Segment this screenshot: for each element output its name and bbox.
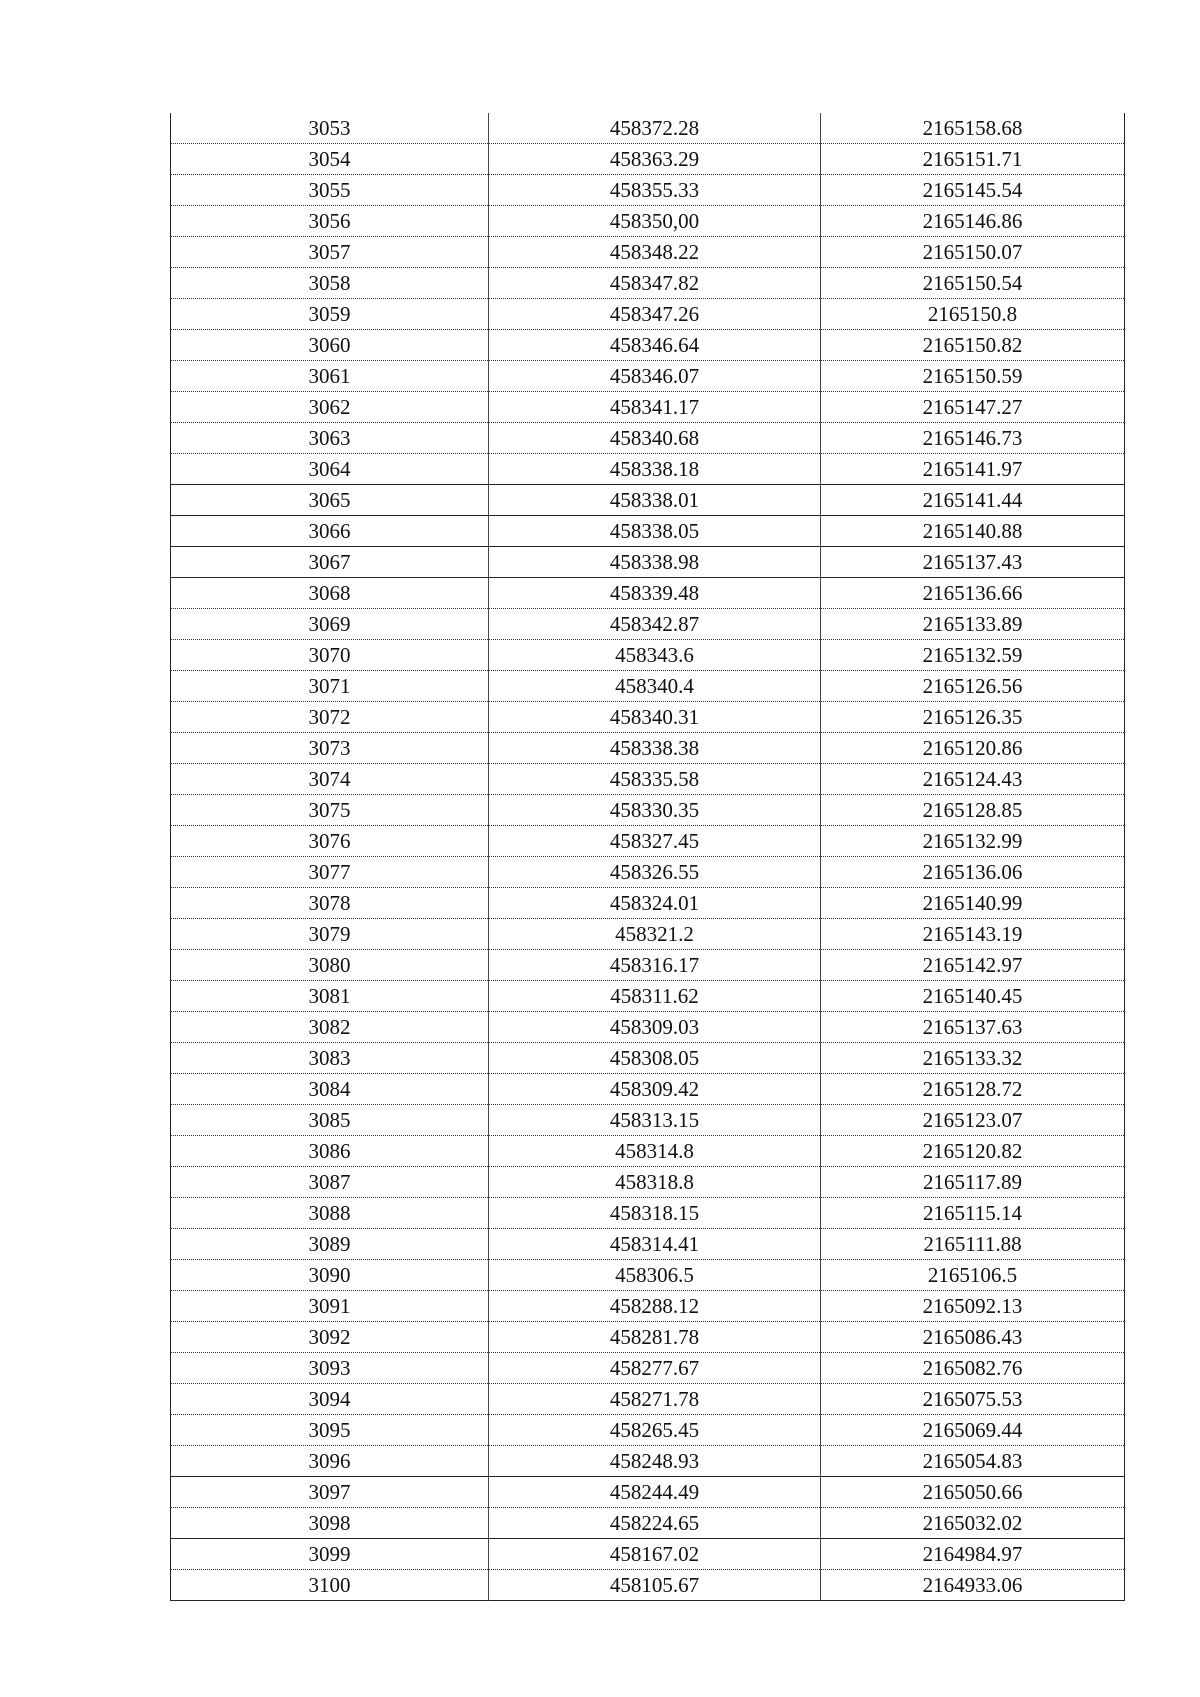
table-row <box>171 1570 1125 1601</box>
y-coordinate-cell: 2165126.35 <box>821 702 1125 733</box>
table-row <box>171 1229 1125 1260</box>
point-number-cell: 3067 <box>171 547 489 578</box>
y-coordinate-cell: 2165136.06 <box>821 857 1125 888</box>
y-coordinate-cell: 2165069.44 <box>821 1415 1125 1446</box>
point-number-cell: 3082 <box>171 1012 489 1043</box>
table-row <box>171 1477 1125 1508</box>
x-coordinate-cell: 458348.22 <box>489 237 821 268</box>
point-number-cell: 3083 <box>171 1043 489 1074</box>
table-row <box>171 175 1125 206</box>
y-coordinate-cell: 2165054.83 <box>821 1446 1125 1477</box>
table-row <box>171 392 1125 423</box>
y-coordinate-cell: 2165137.63 <box>821 1012 1125 1043</box>
x-coordinate-cell: 458277.67 <box>489 1353 821 1384</box>
table-row <box>171 950 1125 981</box>
x-coordinate-cell: 458340.68 <box>489 423 821 454</box>
y-coordinate-cell: 2165115.14 <box>821 1198 1125 1229</box>
x-coordinate-cell: 458338.18 <box>489 454 821 485</box>
x-coordinate-cell: 458338.98 <box>489 547 821 578</box>
point-number-cell: 3056 <box>171 206 489 237</box>
table-row <box>171 1136 1125 1167</box>
y-coordinate-cell: 2165126.56 <box>821 671 1125 702</box>
y-coordinate-cell: 2165050.66 <box>821 1477 1125 1508</box>
x-coordinate-cell: 458327.45 <box>489 826 821 857</box>
table-row <box>171 888 1125 919</box>
y-coordinate-cell: 2165133.32 <box>821 1043 1125 1074</box>
point-number-cell: 3055 <box>171 175 489 206</box>
table-row <box>171 671 1125 702</box>
point-number-cell: 3088 <box>171 1198 489 1229</box>
point-number-cell: 3093 <box>171 1353 489 1384</box>
y-coordinate-cell: 2165140.88 <box>821 516 1125 547</box>
y-coordinate-cell: 2165128.85 <box>821 795 1125 826</box>
x-coordinate-cell: 458324.01 <box>489 888 821 919</box>
point-number-cell: 3054 <box>171 144 489 175</box>
y-coordinate-cell: 2165140.99 <box>821 888 1125 919</box>
point-number-cell: 3072 <box>171 702 489 733</box>
point-number-cell: 3064 <box>171 454 489 485</box>
point-number-cell: 3063 <box>171 423 489 454</box>
point-number-cell: 3091 <box>171 1291 489 1322</box>
y-coordinate-cell: 2164933.06 <box>821 1570 1125 1601</box>
point-number-cell: 3094 <box>171 1384 489 1415</box>
x-coordinate-cell: 458339.48 <box>489 578 821 609</box>
coordinates-table <box>170 113 1125 1601</box>
point-number-cell: 3090 <box>171 1260 489 1291</box>
table-row <box>171 1322 1125 1353</box>
coordinates-table-body <box>171 113 1125 1601</box>
table-row <box>171 578 1125 609</box>
y-coordinate-cell: 2165117.89 <box>821 1167 1125 1198</box>
y-coordinate-cell: 2165151.71 <box>821 144 1125 175</box>
y-coordinate-cell: 2165111.88 <box>821 1229 1125 1260</box>
x-coordinate-cell: 458321.2 <box>489 919 821 950</box>
table-row <box>171 609 1125 640</box>
y-coordinate-cell: 2165158.68 <box>821 113 1125 144</box>
point-number-cell: 3071 <box>171 671 489 702</box>
point-number-cell: 3092 <box>171 1322 489 1353</box>
x-coordinate-cell: 458309.03 <box>489 1012 821 1043</box>
point-number-cell: 3070 <box>171 640 489 671</box>
x-coordinate-cell: 458105.67 <box>489 1570 821 1601</box>
point-number-cell: 3075 <box>171 795 489 826</box>
y-coordinate-cell: 2165123.07 <box>821 1105 1125 1136</box>
point-number-cell: 3060 <box>171 330 489 361</box>
y-coordinate-cell: 2165141.44 <box>821 485 1125 516</box>
y-coordinate-cell: 2165146.73 <box>821 423 1125 454</box>
point-number-cell: 3087 <box>171 1167 489 1198</box>
point-number-cell: 3081 <box>171 981 489 1012</box>
y-coordinate-cell: 2165150.54 <box>821 268 1125 299</box>
y-coordinate-cell: 2165120.86 <box>821 733 1125 764</box>
table-row <box>171 1260 1125 1291</box>
y-coordinate-cell: 2165128.72 <box>821 1074 1125 1105</box>
table-row <box>171 113 1125 144</box>
x-coordinate-cell: 458316.17 <box>489 950 821 981</box>
x-coordinate-cell: 458326.55 <box>489 857 821 888</box>
x-coordinate-cell: 458224.65 <box>489 1508 821 1539</box>
y-coordinate-cell: 2165137.43 <box>821 547 1125 578</box>
table-row <box>171 1446 1125 1477</box>
x-coordinate-cell: 458343.6 <box>489 640 821 671</box>
x-coordinate-cell: 458314.41 <box>489 1229 821 1260</box>
table-row <box>171 330 1125 361</box>
x-coordinate-cell: 458311.62 <box>489 981 821 1012</box>
x-coordinate-cell: 458340.4 <box>489 671 821 702</box>
x-coordinate-cell: 458248.93 <box>489 1446 821 1477</box>
y-coordinate-cell: 2165150.82 <box>821 330 1125 361</box>
y-coordinate-cell: 2165032.02 <box>821 1508 1125 1539</box>
point-number-cell: 3076 <box>171 826 489 857</box>
x-coordinate-cell: 458244.49 <box>489 1477 821 1508</box>
table-row <box>171 1539 1125 1570</box>
x-coordinate-cell: 458306.5 <box>489 1260 821 1291</box>
table-row <box>171 485 1125 516</box>
y-coordinate-cell: 2165142.97 <box>821 950 1125 981</box>
point-number-cell: 3069 <box>171 609 489 640</box>
x-coordinate-cell: 458338.38 <box>489 733 821 764</box>
x-coordinate-cell: 458355.33 <box>489 175 821 206</box>
x-coordinate-cell: 458340.31 <box>489 702 821 733</box>
point-number-cell: 3077 <box>171 857 489 888</box>
point-number-cell: 3095 <box>171 1415 489 1446</box>
table-row <box>171 1415 1125 1446</box>
y-coordinate-cell: 2165124.43 <box>821 764 1125 795</box>
y-coordinate-cell: 2165150.59 <box>821 361 1125 392</box>
table-row <box>171 547 1125 578</box>
x-coordinate-cell: 458347.82 <box>489 268 821 299</box>
table-row <box>171 1353 1125 1384</box>
table-row <box>171 795 1125 826</box>
x-coordinate-cell: 458346.64 <box>489 330 821 361</box>
point-number-cell: 3061 <box>171 361 489 392</box>
x-coordinate-cell: 458363.29 <box>489 144 821 175</box>
y-coordinate-cell: 2165086.43 <box>821 1322 1125 1353</box>
y-coordinate-cell: 2165075.53 <box>821 1384 1125 1415</box>
y-coordinate-cell: 2165106.5 <box>821 1260 1125 1291</box>
y-coordinate-cell: 2165132.99 <box>821 826 1125 857</box>
y-coordinate-cell: 2165136.66 <box>821 578 1125 609</box>
table-row <box>171 1105 1125 1136</box>
table-row <box>171 516 1125 547</box>
table-row <box>171 268 1125 299</box>
x-coordinate-cell: 458309.42 <box>489 1074 821 1105</box>
table-row <box>171 857 1125 888</box>
point-number-cell: 3053 <box>308 116 351 140</box>
point-number-cell: 3089 <box>171 1229 489 1260</box>
table-row <box>171 237 1125 268</box>
table-row <box>171 702 1125 733</box>
point-number-cell: 3073 <box>171 733 489 764</box>
x-coordinate-cell: 458271.78 <box>489 1384 821 1415</box>
table-row <box>171 423 1125 454</box>
y-coordinate-cell: 2165146.86 <box>821 206 1125 237</box>
table-row <box>171 1198 1125 1229</box>
x-coordinate-cell: 458342.87 <box>489 609 821 640</box>
point-number-cell: 3079 <box>171 919 489 950</box>
point-number-cell: 3062 <box>171 392 489 423</box>
y-coordinate-cell: 2165145.54 <box>821 175 1125 206</box>
point-number-cell: 3068 <box>171 578 489 609</box>
point-number-cell: 3084 <box>171 1074 489 1105</box>
table-row <box>171 1508 1125 1539</box>
point-number-cell: 3086 <box>171 1136 489 1167</box>
y-coordinate-cell: 2165082.76 <box>821 1353 1125 1384</box>
y-coordinate-cell: 2165140.45 <box>821 981 1125 1012</box>
table-row <box>171 733 1125 764</box>
x-coordinate-cell: 458313.15 <box>489 1105 821 1136</box>
x-coordinate-cell: 458288.12 <box>489 1291 821 1322</box>
x-coordinate-cell: 458341.17 <box>489 392 821 423</box>
point-number-cell: 3057 <box>171 237 489 268</box>
x-coordinate-cell: 458314.8 <box>489 1136 821 1167</box>
point-number-cell: 3078 <box>171 888 489 919</box>
point-number-cell: 3097 <box>171 1477 489 1508</box>
y-coordinate-cell: 2165133.89 <box>821 609 1125 640</box>
y-coordinate-cell: 2165150.07 <box>821 237 1125 268</box>
x-coordinate-cell: 458281.78 <box>489 1322 821 1353</box>
y-coordinate-cell: 2165120.82 <box>821 1136 1125 1167</box>
x-coordinate-cell: 458167.02 <box>489 1539 821 1570</box>
point-number-cell: 3085 <box>171 1105 489 1136</box>
x-coordinate-cell: 458265.45 <box>489 1415 821 1446</box>
x-coordinate-cell: 458318.8 <box>489 1167 821 1198</box>
table-row <box>171 1043 1125 1074</box>
table-row <box>171 299 1125 330</box>
point-number-cell: 3059 <box>171 299 489 330</box>
x-coordinate-cell: 458318.15 <box>489 1198 821 1229</box>
y-coordinate-cell: 2165143.19 <box>821 919 1125 950</box>
table-row <box>171 1167 1125 1198</box>
y-coordinate-cell: 2165141.97 <box>821 454 1125 485</box>
x-coordinate-cell: 458335.58 <box>489 764 821 795</box>
x-coordinate-cell: 458338.01 <box>489 485 821 516</box>
table-row <box>171 361 1125 392</box>
x-coordinate-cell: 458330.35 <box>489 795 821 826</box>
table-row <box>171 640 1125 671</box>
x-coordinate-cell: 458338.05 <box>489 516 821 547</box>
table-row <box>171 1384 1125 1415</box>
table-row <box>171 454 1125 485</box>
table-row <box>171 206 1125 237</box>
table-row <box>171 144 1125 175</box>
x-coordinate-cell: 458347.26 <box>489 299 821 330</box>
y-coordinate-cell: 2164984.97 <box>821 1539 1125 1570</box>
table-row <box>171 919 1125 950</box>
point-number-cell: 3066 <box>171 516 489 547</box>
x-coordinate-cell: 458308.05 <box>489 1043 821 1074</box>
point-number-cell: 3099 <box>171 1539 489 1570</box>
x-coordinate-cell: 458372.28 <box>489 113 821 144</box>
table-row <box>171 1074 1125 1105</box>
y-coordinate-cell: 2165092.13 <box>821 1291 1125 1322</box>
table-row <box>171 1012 1125 1043</box>
point-number-cell: 3065 <box>171 485 489 516</box>
table-row <box>171 826 1125 857</box>
y-coordinate-cell: 2165147.27 <box>821 392 1125 423</box>
table-row <box>171 981 1125 1012</box>
point-number-cell: 3098 <box>171 1508 489 1539</box>
table-row <box>171 1291 1125 1322</box>
point-number-cell: 3096 <box>171 1446 489 1477</box>
point-number-cell: 3080 <box>171 950 489 981</box>
point-number-cell: 3058 <box>171 268 489 299</box>
y-coordinate-cell: 2165132.59 <box>821 640 1125 671</box>
point-number-cell: 3100 <box>171 1570 489 1601</box>
x-coordinate-cell: 458350,00 <box>489 206 821 237</box>
point-number-cell: 3074 <box>171 764 489 795</box>
y-coordinate-cell: 2165150.8 <box>821 299 1125 330</box>
table-row <box>171 764 1125 795</box>
x-coordinate-cell: 458346.07 <box>489 361 821 392</box>
